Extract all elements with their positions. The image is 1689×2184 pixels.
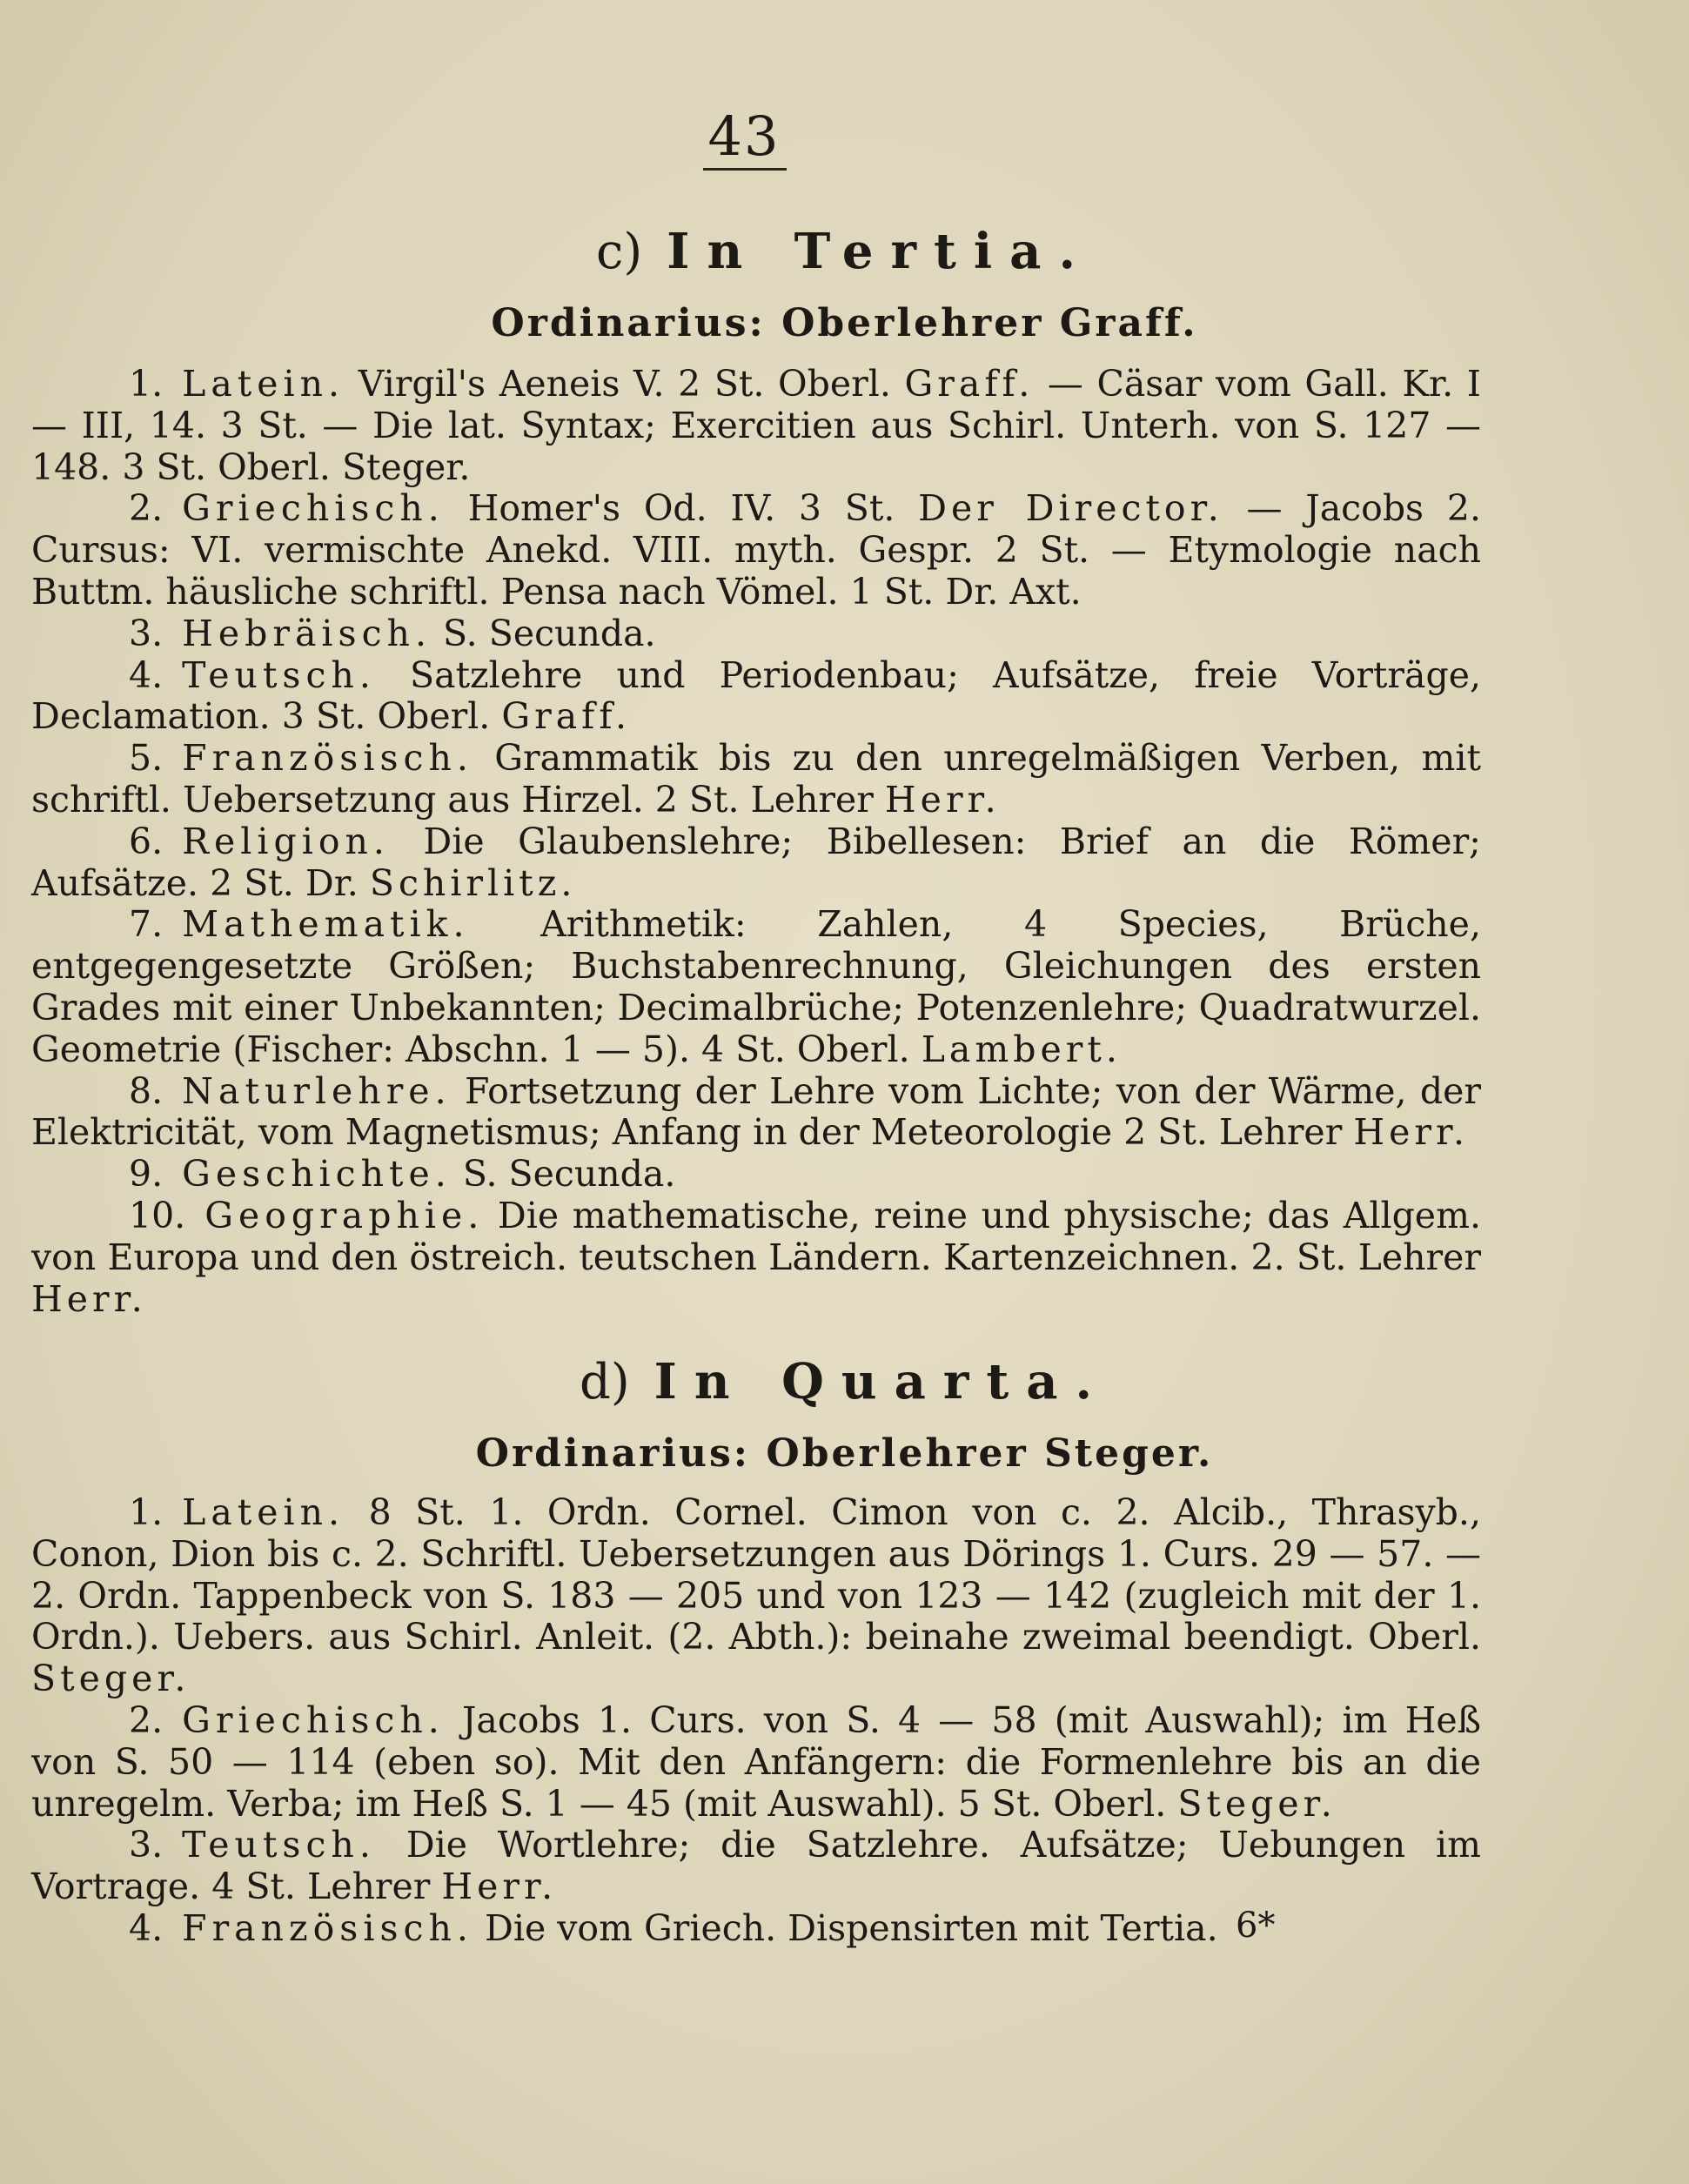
list-item (31, 488, 1481, 613)
subject-name: Teutsch. (182, 1824, 376, 1866)
item-text: Die Wortlehre; die Satzlehre. Aufsätze; Uebungen im Vortrage. 4 St. Lehrer (31, 1824, 1481, 1908)
subject-name: Naturlehre. (182, 1069, 452, 1112)
list-item (31, 613, 1481, 655)
item-number: 1. (129, 363, 164, 405)
subject-name: Latein. (182, 363, 345, 405)
item-text: Die Glaubenslehre; Bibellesen: Brief an die Römer; Aufsätze. 2 St. Dr. (31, 820, 1481, 904)
list-item (31, 655, 1481, 739)
item-text: Die mathematische, reine und physische; das Allgem. von Europa und den östreich. teutschen Ländern. Kartenzeichnen. 2. St. Lehrer (31, 1194, 1481, 1278)
item-text-tail: — Cäsar vom Gall. Kr. I — III, 14. 3 St. — Die lat. Syntax; Exercitien aus Schirl. Unterh. von S. 127 — 148. 3 St. Oberl. Steger. (31, 363, 1481, 488)
list-item (31, 738, 1481, 821)
list-item (31, 1492, 1481, 1700)
list-item (31, 1071, 1481, 1155)
item-number: 2. (129, 487, 164, 530)
section-label: d) (579, 1354, 630, 1410)
section-label: c) (596, 224, 643, 280)
signature-mark: 6* (1236, 1906, 1276, 1946)
ordinarius-quarta: Ordinarius: Oberlehrer Steger. (475, 1431, 1214, 1476)
item-number: 4. (129, 1906, 164, 1949)
item-text: Jacobs 1. Curs. von S. 4 — 58 (mit Auswahl); im Heß von S. 50 — 114 (eben so). Mit den Anfängern: die Formenlehre bis an die unregelm. Verba; im Heß S. 1 — 45 (mit Auswahl). 5 St. Oberl. (31, 1698, 1481, 1825)
teacher-name: Schirlitz. (369, 861, 577, 904)
item-text: Grammatik bis zu den unregelmäßigen Verben, mit schriftl. Uebersetzung aus Hirzel. 2 St. Lehrer (31, 737, 1481, 821)
item-number: 9. (129, 1153, 164, 1196)
subject-name: Mathematik. (182, 903, 470, 946)
item-number: 5. (129, 737, 164, 780)
item-number: 8. (129, 1069, 164, 1112)
list-item (31, 904, 1481, 1070)
subject-name: Teutsch. (182, 653, 376, 696)
curriculum-list-quarta (31, 1492, 1481, 1950)
item-number: 10. (129, 1194, 186, 1236)
item-number: 2. (129, 1698, 164, 1741)
subject-name: Latein. (182, 1491, 345, 1533)
item-text: Satzlehre und Periodenbau; Aufsätze, freie Vorträge, Declamation. 3 St. Oberl. (31, 653, 1481, 738)
item-text: S. Secunda. (462, 1153, 676, 1196)
teacher-name: Steger. (31, 1658, 191, 1700)
ordinarius-tertia: Ordinarius: Oberlehrer Graff. (491, 301, 1198, 345)
list-item (31, 364, 1481, 488)
subject-name: Französisch. (182, 737, 473, 780)
section-heading-tertia (0, 223, 1689, 280)
item-text: 8 St. 1. Ordn. Cornel. Cimon von c. 2. Alcib., Thrasyb., Conon, Dion bis c. 2. Schriftl. Uebersetzungen aus Dörings 1. Curs. 29 — 57. — 2. Ordn. Tappenbeck von S. 183 — 205 und von 123 — 142 (zugleich mit der 1. Ordn.). Uebers. aus Schirl. Anleit. (2. Abth.): beinahe zweimal beendigt. Oberl. (31, 1491, 1481, 1658)
teacher-name: Graff. (904, 363, 1035, 405)
item-text: Die vom Griech. Dispensirten mit Tertia. (484, 1906, 1218, 1949)
subject-name: Geschichte. (182, 1153, 452, 1196)
subject-name: Hebräisch. (182, 612, 432, 654)
subject-name: Griechisch. (182, 1698, 445, 1741)
teacher-name: Herr. (441, 1866, 558, 1908)
page-number-rule (703, 168, 787, 171)
section-heading-quarta (0, 1353, 1689, 1410)
subject-name: Religion. (182, 820, 390, 862)
teacher-name: Lambert. (921, 1028, 1122, 1070)
subject-name: Griechisch. (182, 487, 445, 530)
curriculum-list-tertia (31, 364, 1481, 1320)
item-number: 1. (129, 1491, 164, 1533)
list-item (31, 1825, 1481, 1908)
page-number: 43 (707, 104, 781, 168)
item-text: Arithmetik: Zahlen, 4 Species, Brüche, entgegengesetzte Größen; Buchstabenrechnung, Gleichungen des ersten Grades mit einer Unbekannten; Decimalbrüche; Potenzenlehre; Quadratwurzel. Geometrie (Fischer: Abschn. 1 — 5). 4 St. Oberl. (31, 903, 1481, 1070)
list-item (31, 1154, 1481, 1196)
section-title: In Tertia. (667, 223, 1093, 280)
subject-name: Französisch. (182, 1906, 473, 1949)
item-number: 3. (129, 1824, 164, 1866)
item-number: 6. (129, 820, 164, 862)
item-text: Virgil's Aeneis V. 2 St. Oberl. (358, 363, 905, 405)
item-text: S. Secunda. (443, 612, 656, 654)
item-number: 3. (129, 612, 164, 654)
teacher-name: Herr. (884, 778, 1001, 821)
teacher-name: Steger. (1177, 1782, 1337, 1825)
subject-name: Geographie. (204, 1194, 485, 1236)
item-text-tail: — Jacobs 2. Cursus: VI. vermischte Anekd. VIII. myth. Gespr. 2 St. — Etymologie nach Buttm. häusliche schriftl. Pensa nach Vömel. 1 St. Dr. Axt. (31, 487, 1481, 613)
list-item (31, 1700, 1481, 1825)
item-number: 4. (129, 653, 164, 696)
section-title: In Quarta. (653, 1353, 1110, 1410)
item-text: Homer's Od. IV. 3 St. (467, 487, 919, 530)
teacher-name: Der Director. (918, 487, 1223, 530)
item-text: Fortsetzung der Lehre vom Lichte; von der Wärme, der Elektricität, vom Magnetismus; Anfang in der Meteorologie 2 St. Lehrer (31, 1069, 1481, 1154)
teacher-name: Graff. (501, 695, 632, 738)
teacher-name: Herr. (31, 1277, 147, 1320)
teacher-name: Herr. (1353, 1111, 1470, 1154)
list-item (31, 821, 1481, 905)
item-number: 7. (129, 903, 164, 946)
list-item (31, 1196, 1481, 1320)
